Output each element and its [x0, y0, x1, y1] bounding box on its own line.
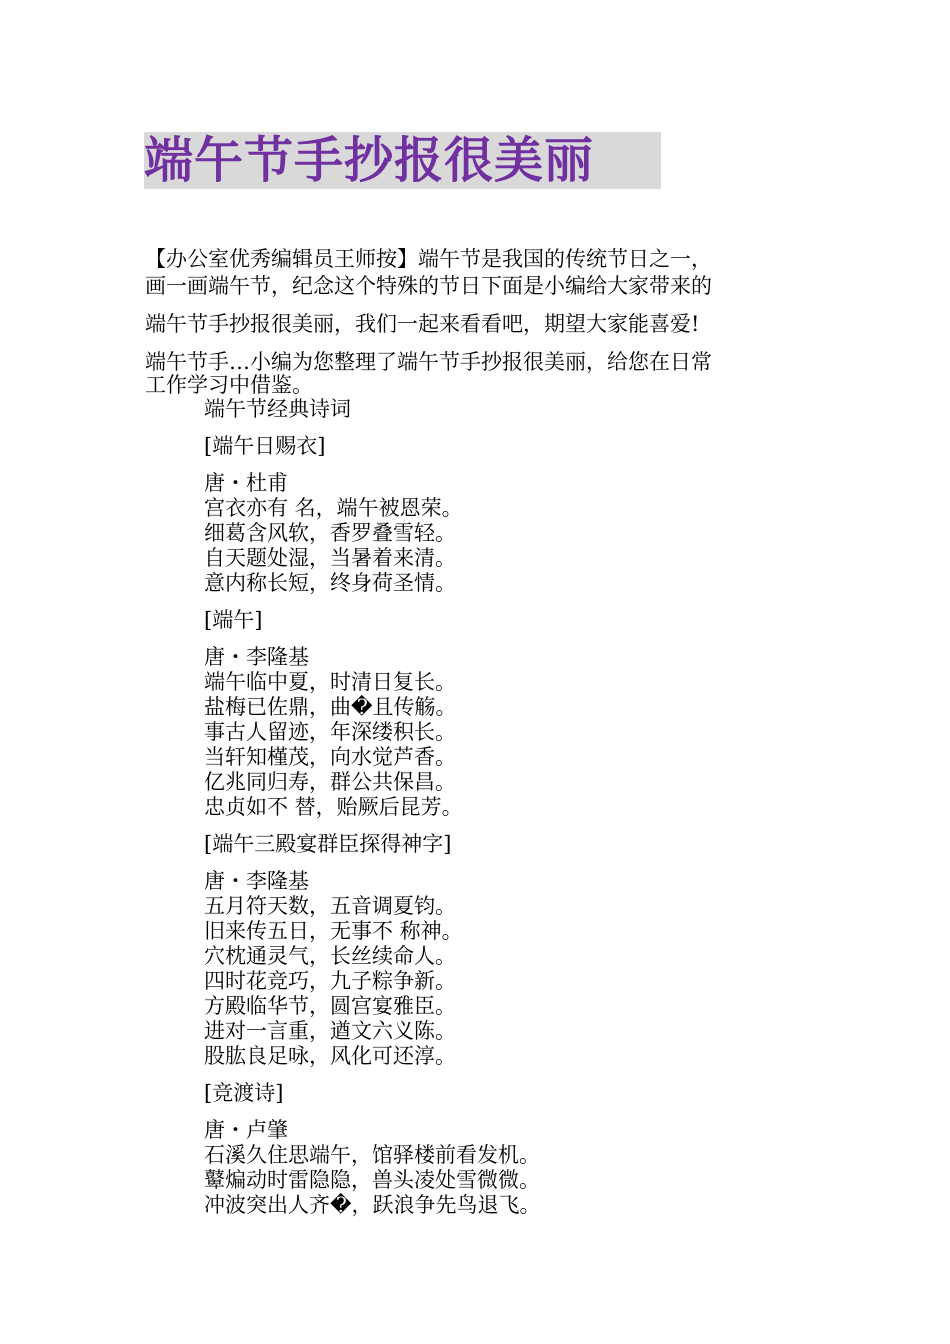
poem-line: 宫衣亦有 名，端午被恩荣。	[204, 496, 463, 520]
poem-line: 冲波突出人齐�，跃浪争先鸟退飞。	[204, 1193, 541, 1217]
poem-title: [端午]	[204, 608, 263, 632]
poem-line: 盐梅已佐鼎，曲�且传觞。	[204, 695, 457, 719]
poem-line: 亿兆同归寿，群公共保昌。	[204, 770, 456, 794]
intro-line-1: 【办公室优秀编辑员王师按】端午节是我国的传统节日之一，	[145, 247, 712, 271]
poem-line: 方殿临华节，圆宫宴雅臣。	[204, 994, 456, 1018]
poem-line: 穴枕通灵气，长丝续命人。	[204, 944, 456, 968]
poem-line: 股肱良足咏，风化可还淳。	[204, 1044, 456, 1068]
poem-author: 唐・卢肇	[204, 1118, 288, 1142]
poem-author: 唐・李隆基	[204, 869, 309, 893]
poem-author: 唐・李隆基	[204, 645, 309, 669]
poem-line: 意内称长短，终身荷圣情。	[204, 571, 456, 595]
poem-line: 旧来传五日，无事不 称神。	[204, 919, 463, 943]
intro-line-5: 工作学习中借鉴。	[145, 373, 313, 397]
poem-line: 鼙煸动时雷隐隐，兽头凌处雪微微。	[204, 1168, 540, 1192]
page-title: 端午节手抄报很美丽	[144, 132, 661, 189]
poem-line: 五月符天数，五音调夏钧。	[204, 894, 456, 918]
intro-line-3: 端午节手抄报很美丽，我们一起来看看吧，期望大家能喜爱!	[145, 312, 700, 336]
section-heading: 端午节经典诗词	[204, 397, 351, 421]
poem-line: 事古人留迹，年深缕积长。	[204, 720, 456, 744]
poem-title: [端午日赐衣]	[204, 434, 326, 458]
poem-line: 端午临中夏，时清日复长。	[204, 670, 456, 694]
poem-line: 自天题处湿，当暑着来清。	[204, 546, 456, 570]
poems-section	[204, 397, 804, 1218]
intro-line-4: 端午节手…小编为您整理了端午节手抄报很美丽，给您在日常	[145, 350, 712, 374]
intro-line-2: 画一画端午节，纪念这个特殊的节日下面是小编给大家带来的	[145, 274, 712, 298]
poem-line: 四时花竞巧，九子粽争新。	[204, 969, 456, 993]
poem-line: 忠贞如不 替，贻厥后昆芳。	[204, 795, 463, 819]
poem-line: 进对一言重，遒文六义陈。	[204, 1019, 456, 1043]
poem-line: 细葛含风软，香罗叠雪轻。	[204, 521, 456, 545]
poem-title: [竞渡诗]	[204, 1081, 284, 1105]
poem-title: [端午三殿宴群臣探得神字]	[204, 832, 452, 856]
poem-line: 当轩知槿茂，向水觉芦香。	[204, 745, 456, 769]
poem-line: 石溪久住思端午，馆驿楼前看发机。	[204, 1143, 540, 1167]
poem-author: 唐・杜甫	[204, 471, 288, 495]
